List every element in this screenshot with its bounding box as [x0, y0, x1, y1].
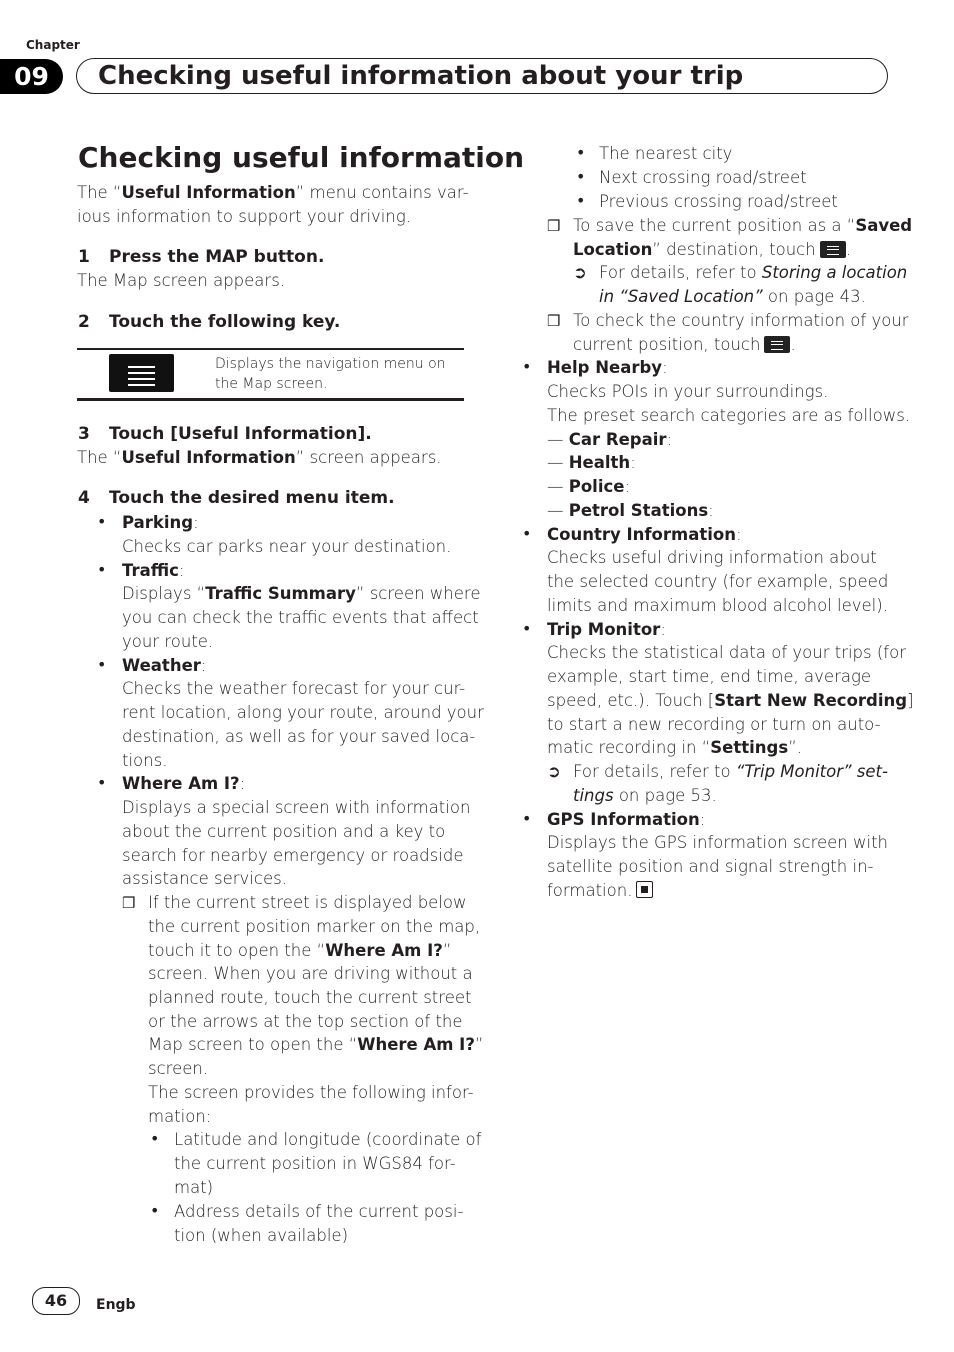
- step-1-title: Press the MAP button.: [109, 247, 325, 267]
- parking-label: Parking:: [122, 513, 199, 532]
- note-line-3: touch it to open the “Where Am I?”: [148, 941, 452, 960]
- weather-line-2: rent location, along your route, around your: [122, 703, 484, 722]
- menu-icon: [764, 336, 790, 353]
- bullet-gps: •: [522, 809, 532, 828]
- trip-line-5: matic recording in “Settings”.: [547, 738, 802, 757]
- country-line-2: the selected country (for example, speed: [547, 572, 889, 591]
- ref2-line-2: tings on page 53.: [573, 786, 717, 805]
- sub-c: The nearest city: [599, 144, 733, 163]
- step-1-number: 1: [78, 247, 90, 267]
- step-4-number: 4: [78, 488, 90, 508]
- sub-bullet-c: •: [576, 143, 586, 162]
- sub-bullet-a: •: [150, 1129, 160, 1148]
- ref1-line-2: in “Saved Location” on page 43.: [599, 287, 866, 306]
- help-line-2: The preset search categories are as follows.: [547, 406, 911, 425]
- gps-line-2: satellite position and signal strength in-: [547, 857, 874, 876]
- checkbox-icon: ❒: [547, 312, 561, 330]
- note-line-2: the current position marker on the map,: [148, 917, 481, 936]
- traffic-line-3: your route.: [122, 632, 214, 651]
- sub-d: Next crossing road/street: [599, 168, 807, 187]
- weather-line-4: tions.: [122, 751, 168, 770]
- step-3-number: 3: [78, 424, 90, 444]
- trip-line-1: Checks the statistical data of your trips (for: [547, 643, 906, 662]
- trip-line-3: speed, etc.). Touch [Start New Recording]: [547, 691, 914, 710]
- note-line-10: mation:: [148, 1107, 212, 1126]
- save-note-line-2: Location” destination, touch .: [573, 240, 851, 259]
- whereami-line-2: about the current position and a key to: [122, 822, 446, 841]
- bullet-trip: •: [522, 619, 532, 638]
- country-line-3: limits and maximum blood alcohol level).: [547, 596, 888, 615]
- sub-a-line-1: Latitude and longitude (coordinate of: [174, 1130, 482, 1149]
- whereami-line-1: Displays a special screen with information: [122, 798, 471, 817]
- step-2-title: Touch the following key.: [109, 312, 341, 332]
- note-line-7: Map screen to open the “Where Am I?”: [148, 1035, 484, 1054]
- note-line-8: screen.: [148, 1059, 209, 1078]
- traffic-line-1: Displays “Traffic Summary” screen where: [122, 584, 481, 603]
- checkbox-icon: ❒: [122, 894, 136, 912]
- trip-line-4: to start a new recording or turn on auto-: [547, 715, 881, 734]
- sub-e: Previous crossing road/street: [599, 192, 838, 211]
- weather-line-3: destination, as well as for your saved loca-: [122, 727, 476, 746]
- bullet-country: •: [522, 524, 532, 543]
- sub-bullet-b: •: [150, 1201, 160, 1220]
- country-label: Country Information:: [547, 525, 742, 544]
- note-line-5: planned route, touch the current street: [148, 988, 472, 1007]
- bullet-parking: •: [97, 512, 107, 531]
- gps-label: GPS Information:: [547, 810, 706, 829]
- category-car-repair: — Car Repair:: [547, 430, 673, 449]
- note-line-9: The screen provides the following infor-: [148, 1083, 474, 1102]
- category-petrol-stations: — Petrol Stations:: [547, 501, 714, 520]
- whereami-label: Where Am I?:: [122, 774, 246, 793]
- arrow-icon: ➲: [547, 762, 561, 781]
- bullet-whereami: •: [97, 773, 107, 792]
- sub-bullet-d: •: [576, 167, 586, 186]
- whereami-line-4: assistance services.: [122, 869, 287, 888]
- country-note-line-2: current position, touch .: [573, 335, 796, 354]
- note-line-1: If the current street is displayed below: [148, 893, 467, 912]
- ref2-line-1: For details, refer to “Trip Monitor” set-: [573, 762, 888, 781]
- traffic-line-2: you can check the traffic events that affect: [122, 608, 479, 627]
- note-line-4: screen. When you are driving without a: [148, 964, 473, 983]
- step-1-desc: The Map screen appears.: [77, 271, 286, 290]
- parking-desc: Checks car parks near your destination.: [122, 537, 452, 556]
- intro-line-1: The “Useful Information” menu contains var-: [77, 183, 469, 202]
- table-bottom-rule: [77, 398, 464, 401]
- sub-bullet-e: •: [576, 191, 586, 210]
- section-title: Checking useful information: [78, 141, 525, 174]
- ref1-line-1: For details, refer to Storing a location: [599, 263, 908, 282]
- country-note-line-1: To check the country information of your: [573, 311, 909, 330]
- help-line-1: Checks POIs in your surroundings.: [547, 382, 829, 401]
- bullet-traffic: •: [97, 560, 107, 579]
- bullet-help: •: [522, 357, 532, 376]
- chapter-title: Checking useful information about your trip: [98, 61, 744, 91]
- arrow-icon: ➲: [573, 263, 587, 282]
- sub-b-line-1: Address details of the current posi-: [174, 1202, 464, 1221]
- checkbox-icon: ❒: [547, 217, 561, 235]
- help-label: Help Nearby:: [547, 358, 668, 377]
- end-mark-icon: [636, 881, 653, 898]
- sub-a-line-2: the current position in WGS84 for-: [174, 1154, 456, 1173]
- key-description: Displays the navigation menu on the Map screen.: [215, 356, 446, 392]
- step-3-desc: The “Useful Information” screen appears.: [77, 448, 442, 467]
- gps-line-1: Displays the GPS information screen with: [547, 833, 889, 852]
- menu-icon: [109, 354, 174, 392]
- bullet-weather: •: [97, 655, 107, 674]
- trip-line-2: example, start time, end time, average: [547, 667, 872, 686]
- step-2-number: 2: [78, 312, 90, 332]
- weather-line-1: Checks the weather forecast for your cur-: [122, 679, 466, 698]
- language-code: Engb: [96, 1297, 136, 1313]
- step-4-title: Touch the desired menu item.: [109, 488, 395, 508]
- traffic-label: Traffic:: [122, 561, 185, 580]
- weather-label: Weather:: [122, 656, 207, 675]
- country-line-1: Checks useful driving information about: [547, 548, 877, 567]
- page-number: 46: [32, 1287, 80, 1315]
- sub-a-line-3: mat): [174, 1178, 214, 1197]
- note-line-6: or the arrows at the top section of the: [148, 1012, 463, 1031]
- save-note-line-1: To save the current position as a “Saved: [573, 216, 913, 235]
- trip-label: Trip Monitor:: [547, 620, 666, 639]
- intro-line-2: ious information to support your driving.: [77, 207, 411, 226]
- category-police: — Police:: [547, 477, 631, 496]
- category-health: — Health:: [547, 453, 636, 472]
- step-3-title: Touch [Useful Information].: [109, 424, 372, 444]
- chapter-label: Chapter: [26, 38, 80, 52]
- whereami-line-3: search for nearby emergency or roadside: [122, 846, 464, 865]
- sub-b-line-2: tion (when available): [174, 1226, 349, 1245]
- gps-line-3: formation.: [547, 879, 653, 903]
- table-top-rule: [77, 348, 464, 350]
- menu-icon: [820, 241, 846, 258]
- chapter-number-badge: 09: [0, 59, 63, 94]
